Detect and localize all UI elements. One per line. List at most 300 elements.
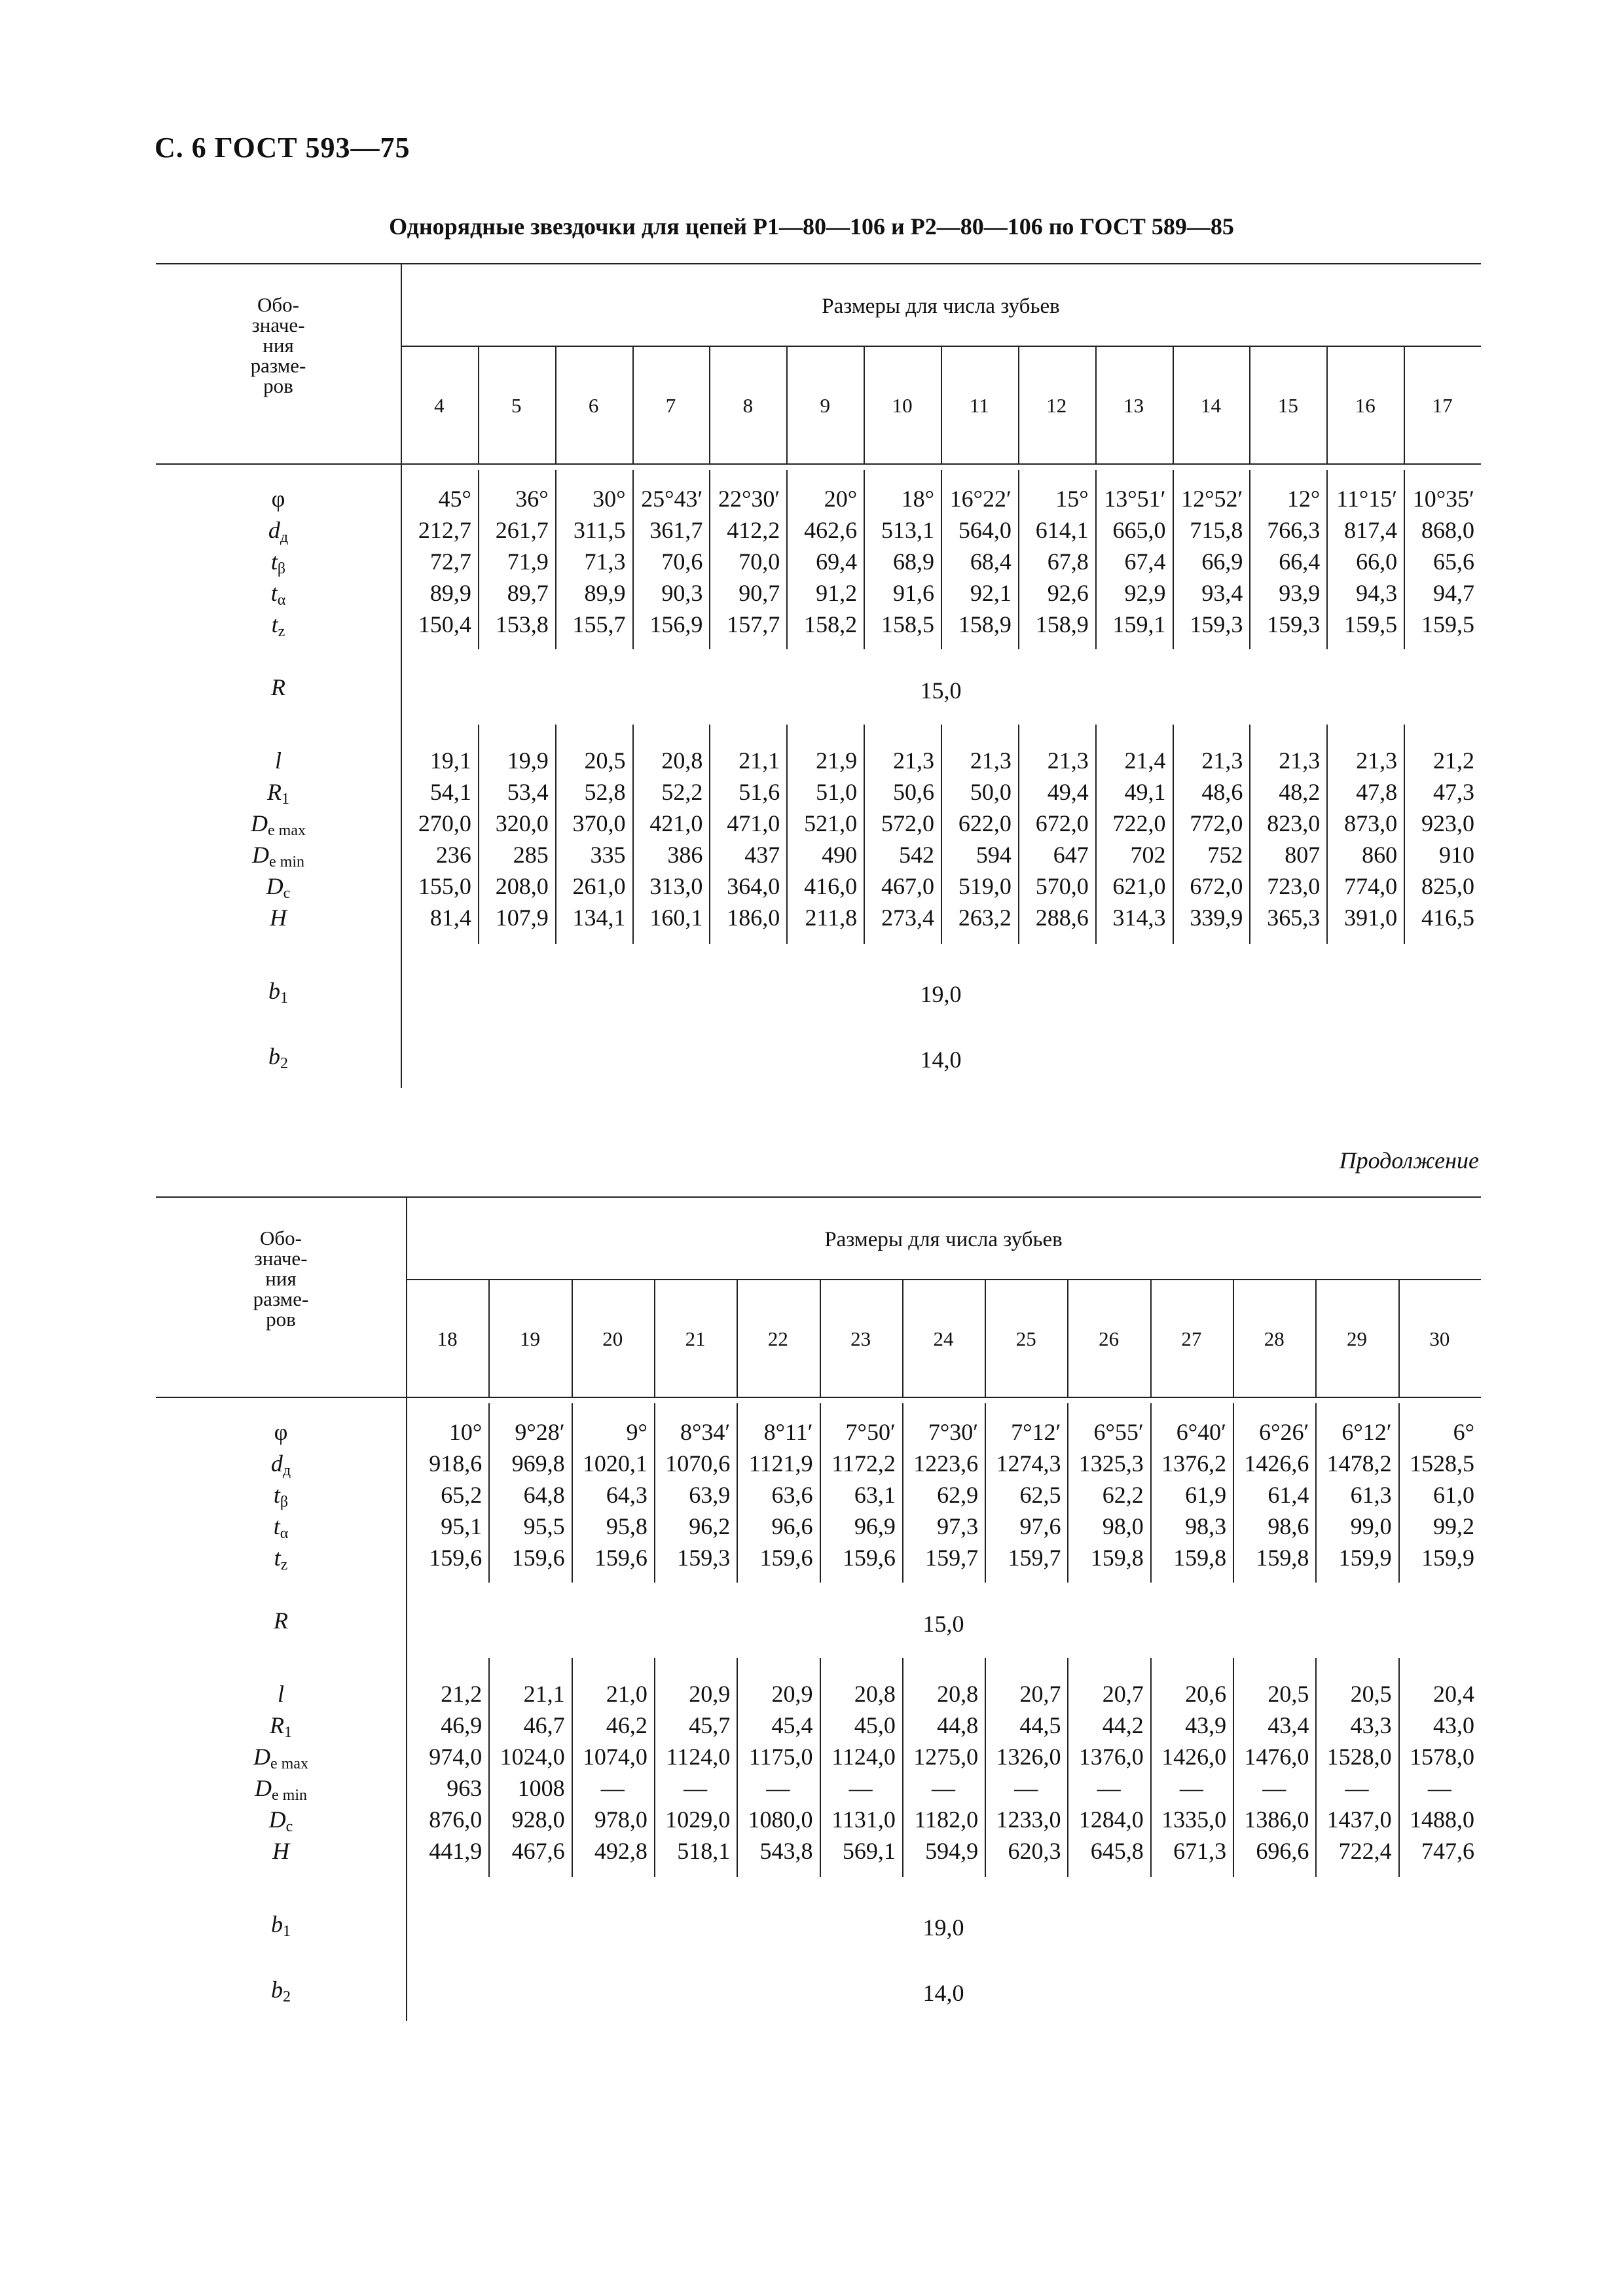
table-cell: 6°12′ [1341,1419,1392,1445]
table-cell: 67,8 [1047,548,1089,575]
teeth-count-cell: 4 [434,394,445,417]
table-cell: 386 [667,842,703,868]
table-cell: 621,0 [1112,873,1166,899]
header-inner-rule [406,1279,1481,1280]
symbol-letter: φ [271,486,285,512]
b2-row-symbol [156,1974,406,2013]
header-label-line: ров [263,374,293,397]
b1-row-value: 19,0 [920,981,962,1007]
table-cell: 263,2 [958,905,1012,931]
table-cell: — [1179,1775,1203,1801]
table-cell: 1182,0 [914,1806,979,1833]
teeth-count-cell: 27 [1181,1327,1202,1350]
table-cell: 416,5 [1421,905,1474,931]
table-cell: 521,0 [804,810,858,836]
table-cell: 20,7 [1102,1681,1144,1707]
table-cell: 159,8 [1090,1545,1144,1571]
teeth-count-cell: 30 [1429,1327,1450,1350]
table-cell: 61,4 [1267,1482,1309,1508]
table-cell: 21,3 [1047,747,1089,774]
continuation-label: Продолжение [1339,1147,1479,1174]
table-cell: 8°11′ [763,1419,813,1445]
table-cell: 1175,0 [748,1744,813,1770]
table-cell: 45° [438,486,471,512]
table-cell: 46,7 [523,1712,565,1738]
table-cell: 96,9 [854,1513,896,1539]
symbol-subscript: e min [272,1787,307,1804]
table-cell: 261,7 [495,517,549,543]
symbol-letter: t [273,1482,280,1508]
table-cell: 1070,6 [665,1450,731,1477]
row-symbol [156,1542,406,1581]
table-cell: 747,6 [1421,1838,1474,1864]
table-cell: 311,5 [573,517,626,543]
table-cell: 92,9 [1124,580,1166,606]
table-cell: 412,2 [727,517,780,543]
table-cell: 1124,0 [666,1744,731,1770]
table-cell: 50,0 [970,779,1012,805]
table-cell: 519,0 [958,873,1012,899]
symbol-letter: D [268,1806,286,1833]
table-cell: 89,9 [584,580,626,606]
table-cell: 72,7 [429,548,471,575]
table-cell: 1080,0 [748,1806,813,1833]
symbol-letter: b [271,1977,283,2003]
table-cell: 64,3 [606,1482,647,1508]
symbol-letter: H [272,1838,289,1864]
table-cell: 150,4 [418,611,471,637]
row-symbol [156,745,401,776]
table-cell: 61,9 [1185,1482,1227,1508]
table-cell: 314,3 [1112,905,1166,931]
table-cell: 236 [435,842,471,868]
table-cell: 96,6 [771,1513,813,1539]
symbol-letter: φ [274,1419,288,1445]
teeth-count-cell: 24 [933,1327,954,1350]
table-cell: 1426,6 [1244,1450,1309,1477]
table-cell: 49,1 [1124,779,1166,805]
symbol-subscript: 1 [283,1923,291,1940]
table-cell: 155,0 [418,873,471,899]
table-cell: 1376,0 [1078,1744,1144,1770]
table-cell: 157,7 [727,611,780,637]
label-column-rule [406,1196,407,2021]
table-cell: 45,7 [689,1712,731,1738]
table-cell: — [684,1775,708,1801]
table-cell: 156,9 [649,611,703,637]
teeth-count-cell: 28 [1264,1327,1285,1350]
table-cell: 159,8 [1256,1545,1309,1571]
table-cell: 46,9 [441,1712,483,1738]
table-cell: 364,0 [727,873,780,899]
table-cell: 69,4 [816,548,858,575]
table-top-rule [156,263,1481,264]
table-cell: 570,0 [1035,873,1089,899]
table-cell: 1335,0 [1161,1806,1227,1833]
table-cell: 9°28′ [515,1419,565,1445]
table-cell: 1172,2 [831,1450,896,1477]
label-column-rule [401,263,402,1088]
table-cell: 160,1 [649,905,703,931]
table-cell: 49,4 [1047,779,1089,805]
table-cell: 158,5 [881,611,934,637]
table-cell: 91,2 [816,580,858,606]
table-cell: 20° [824,486,858,512]
teeth-count-cell: 19 [519,1327,540,1350]
teeth-count-cell: 7 [665,394,676,417]
table-cell: 155,7 [572,611,626,637]
table-cell: 52,2 [661,779,703,805]
table-cell: 47,3 [1432,779,1474,805]
symbol-subscript: z [280,1556,288,1573]
table-cell: 21,2 [1432,747,1474,774]
table-cell: 98,3 [1185,1513,1227,1539]
table-cell: 20,5 [584,747,626,774]
table-cell: 665,0 [1112,517,1166,543]
header-label-line: значе- [254,1247,308,1270]
table-cell: 622,0 [958,810,1012,836]
table-cell: 20,6 [1185,1681,1227,1707]
table-cell: 873,0 [1344,810,1398,836]
table-cell: 569,1 [842,1838,896,1864]
table-cell: 99,0 [1350,1513,1392,1539]
symbol-subscript: α [280,1525,289,1542]
table-cell: 723,0 [1267,873,1321,899]
table-cell: 51,6 [739,779,780,805]
symbol-subscript: e max [270,1755,308,1772]
teeth-count-cell: 5 [511,394,522,417]
table-cell: 1528,0 [1326,1744,1392,1770]
table-cell: 94,7 [1432,580,1474,606]
table-cell: 20,7 [1019,1681,1061,1707]
table-cell: 860 [1362,842,1398,868]
table-cell: 416,0 [804,873,858,899]
table-cell: 20,9 [771,1681,813,1707]
table-cell: 62,9 [937,1482,979,1508]
table-cell: 30° [593,486,626,512]
table-cell: 910 [1438,842,1474,868]
table-top-rule [156,1196,1481,1198]
table-cell: 7°50′ [845,1419,896,1445]
table-cell: 186,0 [727,905,780,931]
table-cell: 212,7 [418,517,471,543]
table-cell: 1386,0 [1244,1806,1309,1833]
table-cell: 645,8 [1090,1838,1144,1864]
symbol-letter: l [277,1681,284,1707]
table-cell: — [600,1775,625,1801]
b1-row-symbol [156,1909,406,1947]
page-header: С. 6 ГОСТ 593—75 [155,132,410,164]
table-cell: 365,3 [1267,905,1321,931]
table-cell: 1233,0 [996,1806,1061,1833]
teeth-count-cell: 29 [1347,1327,1368,1350]
table-cell: 70,0 [739,548,780,575]
symbol-letter: D [266,873,283,899]
table-cell: 63,9 [689,1482,731,1508]
table-cell: 159,6 [511,1545,565,1571]
symbol-subscript: 1 [282,791,289,808]
teeth-count-cell: 8 [742,394,754,417]
table-cell: 313,0 [649,873,703,899]
symbol-subscript: c [283,885,291,902]
symbol-letter: R [267,779,282,805]
table-cell: 288,6 [1035,905,1089,931]
row-symbol [156,483,401,514]
symbol-letter: D [251,810,268,836]
symbol-letter: D [253,1744,270,1770]
symbol-subscript: β [280,1494,289,1511]
table-cell: 25°43′ [641,486,703,512]
table-cell: 158,2 [804,611,858,637]
table-cell: 43,4 [1267,1712,1309,1738]
symbol-subscript: e max [268,822,306,839]
table-cell: 159,3 [677,1545,731,1571]
table-cell: 71,3 [584,548,626,575]
symbol-letter: b [271,1911,283,1937]
table-cell: 63,6 [771,1482,813,1508]
table-cell: 81,4 [429,905,471,931]
table-cell: 95,1 [441,1513,483,1539]
symbol-letter: H [270,905,287,931]
table-cell: 93,4 [1201,580,1243,606]
table-cell: 48,6 [1201,779,1243,805]
table-cell: 21,1 [523,1681,565,1707]
table-cell: 772,0 [1190,810,1243,836]
table-cell: 918,6 [429,1450,483,1477]
table-cell: 159,3 [1190,611,1243,637]
table-cell: 21,3 [1356,747,1398,774]
sprocket-table-1 [156,263,1481,1088]
table-cell: 8°34′ [680,1419,731,1445]
table-cell: 490 [822,842,858,868]
table-cell: 52,8 [584,779,626,805]
table-cell: 134,1 [572,905,626,931]
symbol-letter: t [270,548,278,575]
table-cell: 159,6 [594,1545,647,1571]
table-cell: 159,7 [1008,1545,1061,1571]
table-cell: 16°22′ [949,486,1012,512]
symbol-subscript: c [285,1818,293,1835]
table-cell: 722,0 [1112,810,1166,836]
table-cell: 21,3 [1201,747,1243,774]
symbol-letter: d [270,1450,283,1477]
table-cell: 66,4 [1279,548,1321,575]
table-cell: 68,9 [892,548,934,575]
teeth-count-cell: 26 [1099,1327,1120,1350]
table-cell: 43,0 [1432,1712,1474,1738]
table-cell: 19,1 [429,747,471,774]
header-teeth-title: Размеры для числа зубьев [824,1228,1063,1251]
table-cell: — [1097,1775,1121,1801]
table-cell: 21,0 [606,1681,647,1707]
table-cell: 99,2 [1432,1513,1474,1539]
table-cell: 1284,0 [1078,1806,1144,1833]
symbol-letter: b [268,978,280,1004]
header-label-line: Обо- [257,293,299,316]
table-cell: 158,9 [958,611,1012,637]
teeth-count-cell: 9 [820,394,830,417]
table-cell: 208,0 [495,873,549,899]
row-symbol [156,609,401,647]
table-cell: 90,3 [661,580,703,606]
table-cell: 572,0 [881,810,934,836]
table-cell: 7°12′ [1011,1419,1061,1445]
table-cell: 20,5 [1267,1681,1309,1707]
row-symbol [156,1678,406,1710]
symbol-letter: t [271,611,278,637]
b2-row-value: 14,0 [920,1047,962,1073]
table-cell: 722,4 [1338,1838,1392,1864]
table-cell: 6°40′ [1176,1419,1227,1445]
symbol-letter: t [270,580,278,606]
symbol-letter: R [271,674,285,700]
table-cell: 64,8 [523,1482,565,1508]
table-cell: 20,5 [1350,1681,1392,1707]
header-label-line: Обо- [260,1227,302,1249]
table-cell: 1488,0 [1409,1806,1474,1833]
table-cell: 22°30′ [718,486,780,512]
symbol-subscript: 1 [280,990,288,1007]
table-cell: 44,5 [1019,1712,1061,1738]
table-cell: 94,3 [1356,580,1398,606]
table-cell: 437 [744,842,780,868]
table-cell: 467,6 [511,1838,565,1864]
header-label-line: разме- [253,1287,309,1310]
table-cell: 158,9 [1035,611,1089,637]
table-cell: 513,1 [881,517,934,543]
teeth-count-cell: 11 [969,394,989,417]
table-cell: 159,5 [1344,611,1398,637]
header-label-line: разме- [250,354,306,377]
table-cell: 752 [1207,842,1243,868]
symbol-subscript: д [282,1462,291,1479]
radius-row-symbol [156,1605,406,1636]
table-cell: 594,9 [925,1838,979,1864]
table-cell: 817,4 [1344,517,1398,543]
symbol-subscript: д [280,529,289,546]
table-cell: 65,6 [1432,548,1474,575]
table-cell: 9° [626,1419,647,1445]
table-cell: 10°35′ [1412,486,1474,512]
table-cell: 6° [1453,1419,1474,1445]
table-cell: — [1345,1775,1369,1801]
table-cell: 1074,0 [582,1744,647,1770]
symbol-letter: t [274,1545,281,1571]
table-cell: 1528,5 [1409,1450,1474,1477]
row-symbol [156,902,401,933]
table-cell: 969,8 [511,1450,565,1477]
header-label-line: ров [266,1308,296,1331]
table-cell: 807 [1285,842,1321,868]
teeth-count-cell: 12 [1046,394,1067,417]
table-cell: 159,6 [429,1545,483,1571]
table-cell: 71,9 [507,548,549,575]
table-cell: 53,4 [507,779,549,805]
teeth-count-cell: 13 [1123,394,1144,417]
table-cell: 766,3 [1267,517,1321,543]
table-cell: 6°26′ [1259,1419,1309,1445]
table-cell: 62,2 [1102,1482,1144,1508]
table-cell: 1008 [517,1775,565,1801]
symbol-letter: l [274,747,282,774]
table-cell: 43,3 [1350,1712,1392,1738]
table-cell: 65,2 [441,1482,483,1508]
table-cell: 335 [590,842,626,868]
table-cell: 21,3 [970,747,1012,774]
table-cell: 61,3 [1350,1482,1392,1508]
table-cell: 91,6 [892,580,934,606]
table-cell: 594 [976,842,1012,868]
table-cell: 1223,6 [913,1450,979,1477]
table-cell: 320,0 [495,810,549,836]
table-cell: 15° [1055,486,1089,512]
table-cell: 159,8 [1173,1545,1227,1571]
table-cell: 21,3 [892,747,934,774]
table-cell: — [766,1775,790,1801]
table-cell: 159,9 [1421,1545,1474,1571]
teeth-count-cell: 22 [767,1327,788,1350]
table-cell: 11°15′ [1336,486,1398,512]
table-cell: 467,0 [881,873,934,899]
header-bottom-rule [156,1397,1481,1398]
b2-row-symbol [156,1041,401,1079]
table-cell: 61,0 [1432,1482,1474,1508]
symbol-letter: R [274,1607,288,1634]
sprocket-table-2 [156,1196,1481,2021]
table-cell: 441,9 [429,1838,483,1864]
table-cell: 159,6 [842,1545,896,1571]
teeth-count-cell: 21 [685,1327,706,1350]
table-cell: 159,7 [925,1545,979,1571]
table-cell: 92,1 [970,580,1012,606]
table-cell: 67,4 [1124,548,1166,575]
table-cell: 6°55′ [1093,1419,1144,1445]
symbol-subscript: 2 [283,1988,291,2005]
table-cell: 1020,1 [582,1450,647,1477]
table-cell: 974,0 [429,1744,483,1770]
table-cell: 270,0 [418,810,471,836]
teeth-count-cell: 14 [1200,394,1221,417]
table-cell: 1275,0 [913,1744,979,1770]
b1-row-value: 19,0 [922,1914,964,1941]
table-cell: 13°51′ [1104,486,1166,512]
table-cell: 45,4 [771,1712,813,1738]
table-cell: 928,0 [511,1806,565,1833]
table-title: Однорядные звездочки для цепей Р1—80—106 и Р2—80—106 по ГОСТ 589—85 [389,213,1234,240]
table-cell: 20,8 [854,1681,896,1707]
symbol-subscript: z [278,623,285,640]
table-cell: 159,3 [1267,611,1321,637]
table-cell: 12° [1286,486,1321,512]
table-cell: 211,8 [805,905,858,931]
header-designation-label [156,295,401,396]
symbol-letter: t [273,1513,280,1539]
table-cell: 153,8 [495,611,549,637]
table-cell: 823,0 [1267,810,1321,836]
table-cell: 1131,0 [831,1806,896,1833]
symbol-subscript: 2 [280,1055,288,1072]
header-label-line: ния [265,1267,297,1290]
table-cell: 95,8 [606,1513,647,1539]
table-cell: 671,3 [1173,1838,1227,1864]
table-cell: 391,0 [1344,905,1398,931]
table-cell: 90,7 [739,580,780,606]
table-cell: 92,6 [1047,580,1089,606]
b1-row-symbol [156,975,401,1014]
table-cell: 1326,0 [996,1744,1061,1770]
teeth-count-cell: 20 [602,1327,623,1350]
table-cell: 159,6 [759,1545,813,1571]
